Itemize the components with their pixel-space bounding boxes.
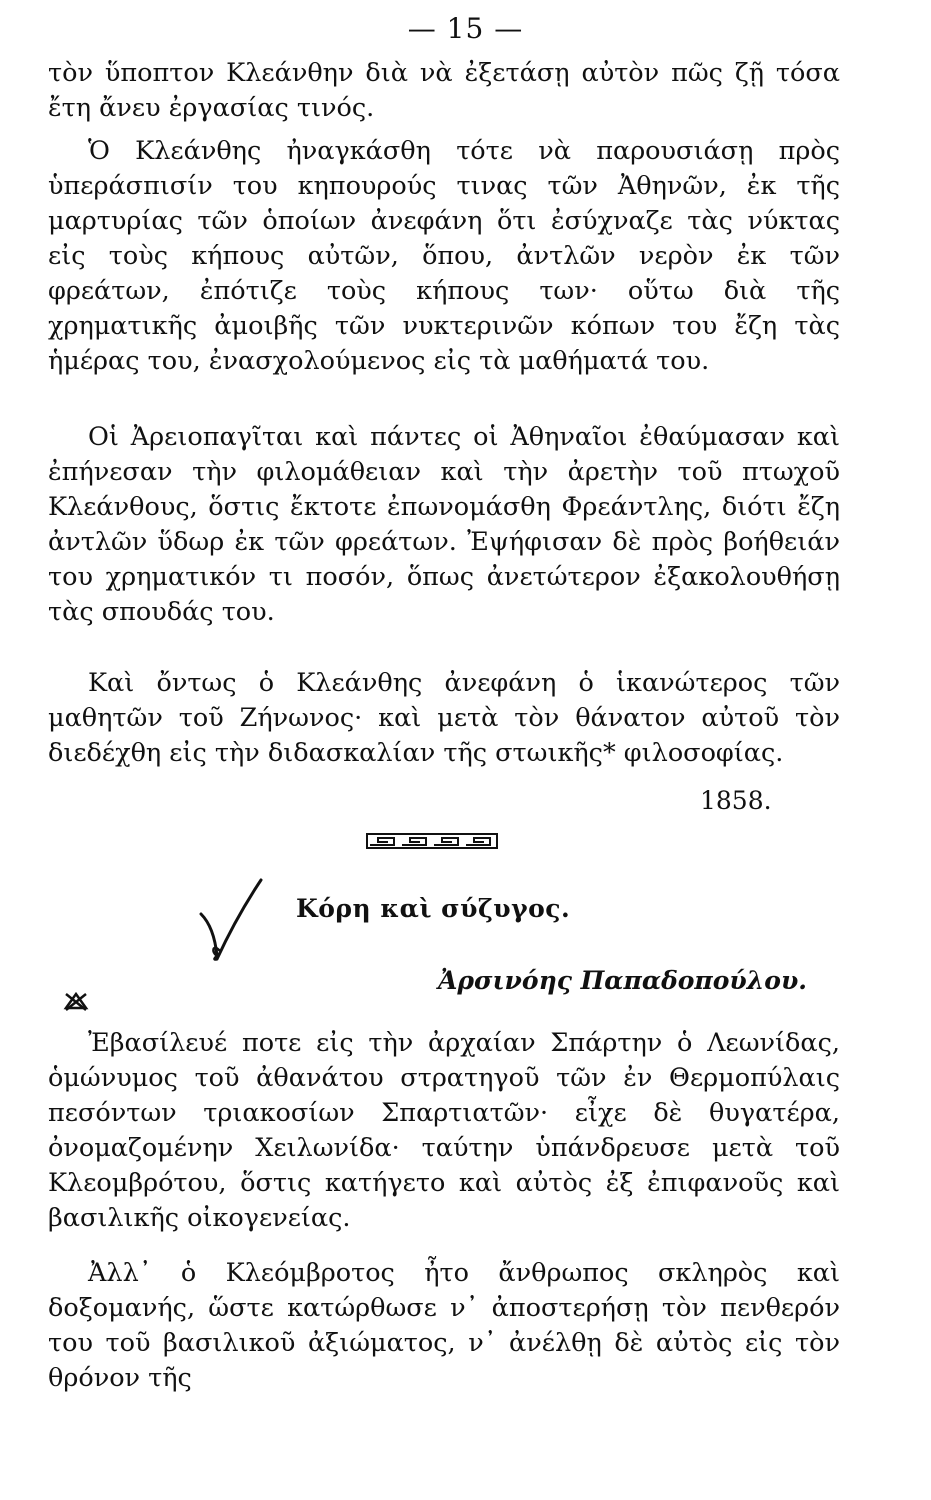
story-title: Κόρη καὶ σύζυγος. (296, 894, 571, 923)
handwritten-check-mark-icon (195, 876, 265, 961)
greek-key-ornament-icon (366, 832, 498, 850)
crossed-box-mark-icon (62, 990, 90, 1012)
year-note: 1858. (700, 786, 772, 815)
paragraph-successor: Καὶ ὄντως ὁ Κλεάνθης ἀνεφάνη ὁ ἱκανώτερος τῶν μαθητῶν τοῦ Ζήνωνος· καὶ μετὰ τὸν θάνατον αὐτοῦ τὸν διεδέχθη εἰς τὴν διδασκαλίαν τῆς στωικῆς* φιλοσοφίας. (48, 668, 840, 768)
story-paragraph-leonidas: Ἐβασίλευέ ποτε εἰς τὴν ἀρχαίαν Σπάρτην ὁ Λεωνίδας, ὁμώνυμος τοῦ ἀθανάτου στρατηγοῦ τῶν ἐν Θερμοπύλαις πεσόντων τριακοσίων Σπαρτιατῶν· εἶχε δὲ θυγατέρα, ὀνομαζομένην Χειλωνίδα· ταύτην ὑπάνδρευσε μετὰ τοῦ Κλεομβρότου, ὅστις κατήγετο καὶ αὐτὸς ἐξ ἐπιφανοῦς καὶ βασιλικῆς οἰκογενείας. (48, 1028, 840, 1233)
story-author: Ἀρσινόης Παπαδοπούλου. (438, 966, 807, 995)
paragraph-areopagites: Οἱ Ἀρειοπαγῖται καὶ πάντες οἱ Ἀθηναῖοι ἐθαύμασαν καὶ ἐπήνεσαν τὴν φιλομάθειαν καὶ τὴν ἀρετὴν τοῦ πτωχοῦ Κλεάνθους, ὅστις ἔκτοτε ἐπωνομάσθη Φρεάντλης, διότι ἔζη ἀντλῶν ὕδωρ ἐκ τῶν φρεάτων. Ἐψήφισαν δὲ πρὸς βοήθειάν του χρηματικόν τι ποσόν, ὅπως ἀνετώτερον ἐξακολουθήσῃ τὰς σπουδάς του. (48, 422, 840, 627)
paragraph-kleanthes-defense: Ὁ Κλεάνθης ἠναγκάσθη τότε νὰ παρουσιάσῃ πρὸς ὑπεράσπισίν του κηπουρούς τινας τῶν Ἀθηνῶν, ἐκ τῆς μαρτυρίας τῶν ὁποίων ἀνεφάνη ὅτι ἐσύχναζε τὰς νύκτας εἰς τοὺς κήπους αὐτῶν, ὅπου, ἀντλῶν νερὸν ἐκ τῶν φρεάτων, ἐπότιζε τοὺς κήπους των· οὕτω διὰ τῆς χρηματικῆς ἀμοιβῆς τῶν νυκτερινῶν κόπων του ἔζη τὰς ἡμέρας του, ἐνασχολούμενος εἰς τὰ μαθήματά του. (48, 136, 840, 376)
paragraph-continuation: τὸν ὕποπτον Κλεάνθην διὰ νὰ ἐξετάσῃ αὐτὸν πῶς ζῇ τόσα ἔτη ἄνευ ἐργασίας τινός. (48, 58, 840, 123)
story-paragraph-kleombrotos: Ἀλλ᾽ ὁ Κλεόμβροτος ἦτο ἄνθρωπος σκληρὸς καὶ δοξομανής, ὥστε κατώρθωσε ν᾽ ἀποστερήσῃ τὸν πενθερόν του τοῦ βασιλικοῦ ἀξιώματος, ν᾽ ἀνέλθῃ δὲ αὐτὸς εἰς τὸν θρόνον τῆς (48, 1258, 840, 1393)
page-number: — 15 — (407, 12, 524, 45)
